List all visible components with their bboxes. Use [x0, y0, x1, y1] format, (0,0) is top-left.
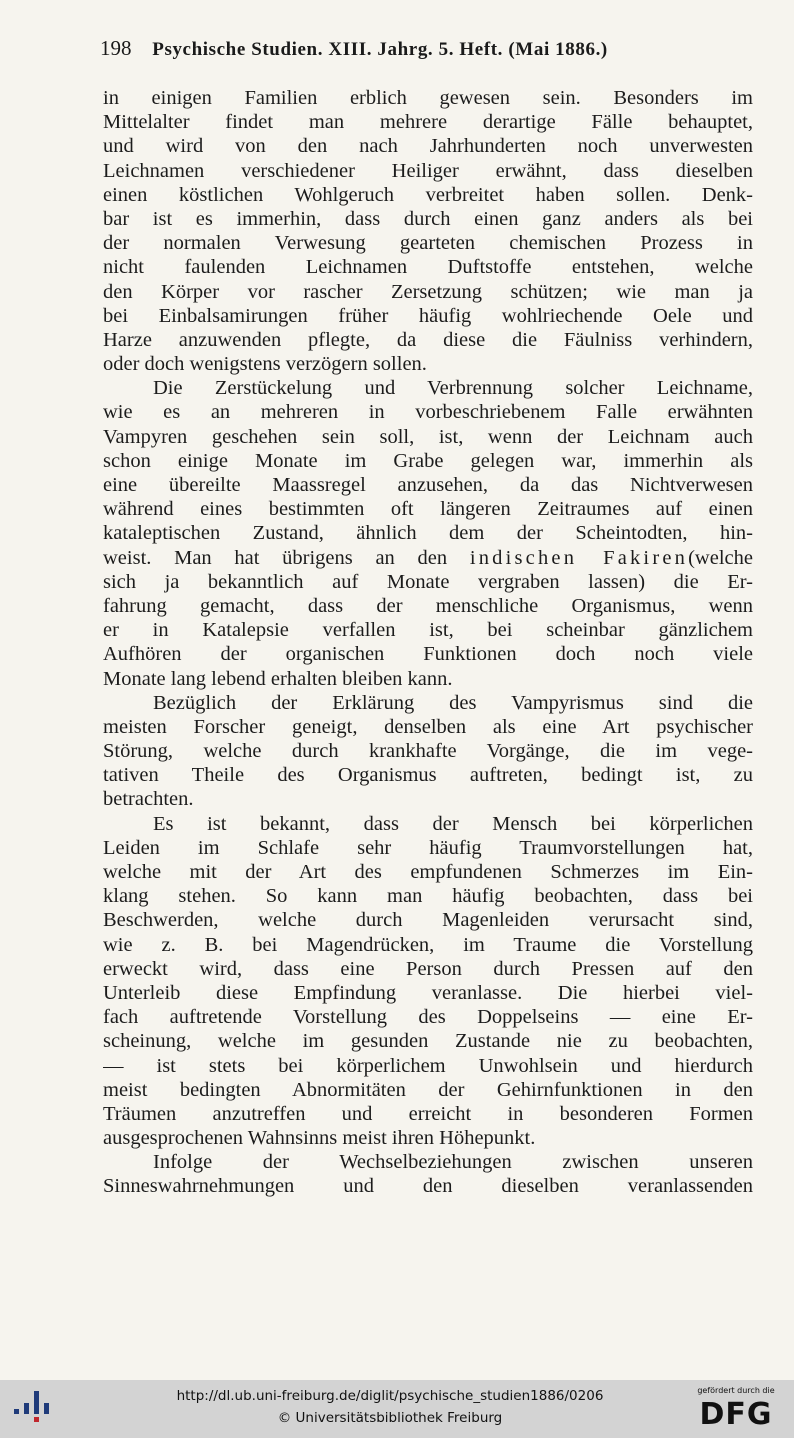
text-line: erweckt wird, dass eine Person durch Pressen auf den	[103, 957, 753, 980]
text-line: in einigen Familien erblich gewesen sein. Besonders im	[103, 87, 753, 109]
ub-freiburg-logo-icon[interactable]	[14, 1391, 54, 1425]
text-line: Sinneswahrnehmungen und den dieselben veranlassenden	[103, 1175, 753, 1198]
paragraph-first-line: Bezüglich der Erklärung des Vampyrismus sind die	[153, 691, 753, 714]
viewer-footer	[0, 1380, 794, 1438]
text-line: während eines bestimmten oft längeren Zeitraumes auf einen	[103, 498, 753, 521]
text-line: meist bedingten Abnormitäten der Gehirnfunktionen in den	[103, 1078, 753, 1101]
text-line: Unterleib diese Empfindung veranlasse. Die hierbei viel-	[103, 981, 753, 1004]
paragraph-end-line: betrachten.	[103, 788, 194, 811]
text-line: Störung, welche durch krankhafte Vorgänge, die im vege-	[103, 740, 753, 763]
paragraph-end-line: Monate lang lebend erhalten bleiben kann.	[103, 667, 453, 690]
text-line: er in Katalepsie verfallen ist, bei scheinbar gänzlichem	[103, 619, 753, 642]
text-span: weist. Man hat übrigens an den	[103, 546, 470, 569]
copyright-notice: © Universitätsbibliothek Freiburg	[277, 1410, 503, 1426]
dfg-letters: DFG	[699, 1397, 773, 1432]
paragraph-end-line: ausgesprochenen Wahnsinns meist ihren Höhepunkt.	[103, 1127, 536, 1150]
text-line: Beschwerden, welche durch Magenleiden verursacht sind,	[103, 909, 753, 932]
running-header	[100, 36, 700, 64]
dfg-caption: gefördert durch die	[697, 1386, 775, 1395]
text-line: sich ja bekanntlich auf Monate vergraben lassen) die Er-	[103, 570, 753, 593]
spaced-emphasis: indischen Fakiren	[469, 546, 689, 569]
text-line: scheinung, welche im gesunden Zustande nie zu beobachten,	[103, 1030, 753, 1053]
text-line: Leiden im Schlafe sehr häufig Traumvorstellungen hat,	[103, 836, 753, 859]
text-line: einen köstlichen Wohlgeruch verbreitet haben sollen. Denk-	[103, 183, 753, 206]
text-line: Mittelalter findet man mehrere derartige Fälle behauptet,	[103, 111, 753, 134]
text-line: — ist stets bei körperlichem Unwohlsein und hierdurch	[103, 1054, 753, 1077]
text-span: (welche	[688, 546, 753, 569]
text-line: welche mit der Art des empfundenen Schmerzes im Ein-	[103, 861, 753, 883]
text-line: und wird von den nach Jahrhunderten noch unverwesten	[103, 135, 753, 158]
running-title: Psychische Studien. XIII. Jahrg. 5. Heft. (Mai 1886.)	[152, 39, 608, 60]
text-line: meisten Forscher geneigt, denselben als eine Art psychischer	[103, 715, 753, 738]
text-line: klang stehen. So kann man häufig beobachten, dass bei	[103, 885, 753, 908]
text-line: Harze anzuwenden pflegte, da diese die Fäulniss verhindern,	[103, 328, 753, 351]
text-line: Träumen anzutreffen und erreicht in besonderen Formen	[103, 1102, 753, 1125]
paragraph-first-line: Es ist bekannt, dass der Mensch bei körperlichen	[153, 812, 753, 835]
paragraph-first-line: Die Zerstückelung und Verbrennung solcher Leichname,	[153, 377, 753, 400]
paragraph-end-line: oder doch wenigstens verzögern sollen.	[103, 353, 427, 376]
text-line: fach auftretende Vorstellung des Doppelseins — eine Er-	[103, 1006, 753, 1029]
page-number: 198	[100, 36, 132, 60]
dfg-logo[interactable]	[690, 1386, 782, 1434]
text-line: nicht faulenden Leichnamen Duftstoffe entstehen, welche	[103, 256, 753, 279]
text-line: Leichnamen verschiedener Heiliger erwähnt, dass dieselben	[103, 159, 753, 182]
text-line	[103, 546, 753, 570]
text-line: der normalen Verwesung gearteten chemischen Prozess in	[103, 232, 753, 255]
text-line: wie es an mehreren in vorbeschriebenem Falle erwähnten	[103, 401, 753, 424]
text-line: fahrung gemacht, dass der menschliche Organismus, wenn	[103, 594, 753, 617]
paragraph-first-line: Infolge der Wechselbeziehungen zwischen unseren	[153, 1151, 753, 1174]
text-line: bar ist es immerhin, dass durch einen ganz anders als bei	[103, 207, 753, 230]
text-line: eine übereilte Maassregel anzusehen, da das Nichtverwesen	[103, 474, 753, 496]
text-line: schon einige Monate im Grabe gelegen war, immerhin als	[103, 449, 753, 472]
body-text	[103, 86, 753, 1199]
text-line: kataleptischen Zustand, ähnlich dem der Scheintodten, hin-	[103, 522, 753, 545]
text-line: Vampyren geschehen sein soll, ist, wenn der Leichnam auch	[103, 425, 753, 448]
text-line: den Körper vor rascher Zersetzung schützen; wie man ja	[103, 280, 753, 303]
text-line: wie z. B. bei Magendrücken, im Traume die Vorstellung	[103, 933, 753, 956]
text-line: bei Einbalsamirungen früher häufig wohlriechende Oele und	[103, 304, 753, 327]
permalink-url[interactable]: http://dl.ub.uni-freiburg.de/diglit/psychische_studien1886/0206	[176, 1388, 604, 1404]
text-line: Aufhören der organischen Funktionen doch noch viele	[103, 643, 753, 666]
text-line: tativen Theile des Organismus auftreten, bedingt ist, zu	[103, 764, 753, 787]
